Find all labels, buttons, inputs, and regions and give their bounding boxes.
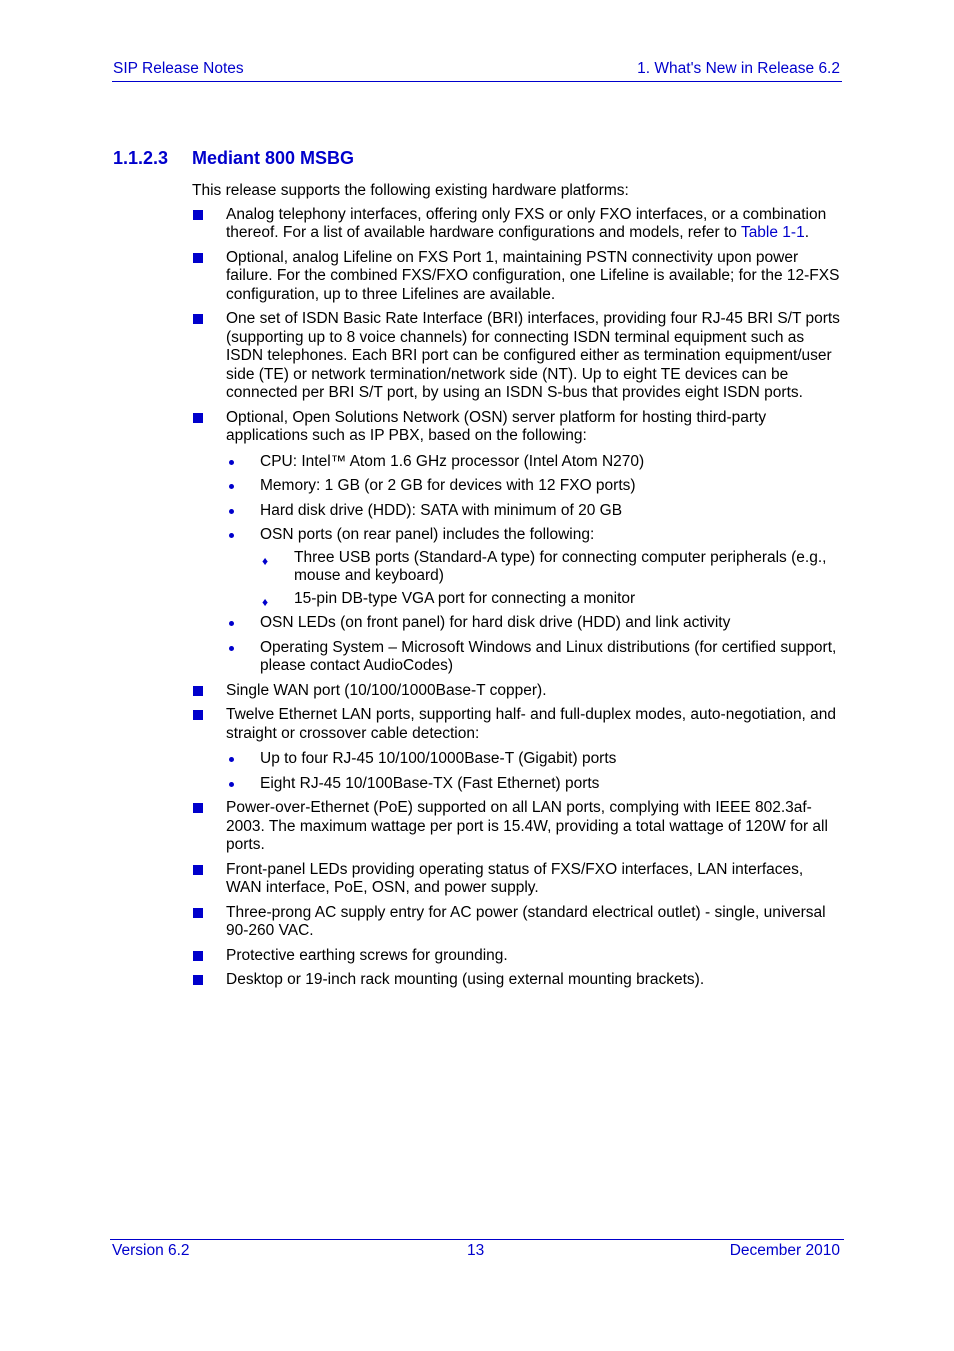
list-item: One set of ISDN Basic Rate Interface (BRI) interfaces, providing four RJ-45 BRI S/T ports (supporting up to 8 voice channels) for connecting ISDN terminal equipment such as ISDN telephones. Each BRI port can be configured either as termination equipment/user side (TE) or network termination/network side (NT). Up to eight TE devices can be connected per BRI S/T port, by using an ISDN S-bus that provides eight ISDN ports. bbox=[192, 310, 840, 403]
section-title: Mediant 800 MSBG bbox=[192, 148, 355, 168]
list-item: Power-over-Ethernet (PoE) supported on all LAN ports, complying with IEEE 802.3af-2003. The maximum wattage per port is 15.4W, providing a total wattage of 120W for all ports. bbox=[192, 799, 840, 855]
round-bullet-icon bbox=[229, 757, 234, 762]
list-item: Front-panel LEDs providing operating status of FXS/FXO interfaces, LAN interfaces, WAN interface, PoE, OSN, and power supply. bbox=[192, 861, 840, 898]
round-bullet-icon bbox=[229, 460, 234, 465]
section-heading bbox=[113, 148, 354, 169]
osn-sublist bbox=[226, 453, 840, 676]
round-bullet-icon bbox=[229, 782, 234, 787]
round-bullet-icon bbox=[229, 484, 234, 489]
list-item: Single WAN port (10/100/1000Base-T copper). bbox=[192, 682, 840, 701]
list-item: Three-prong AC supply entry for AC power (standard electrical outlet) - single, universal 90-260 VAC. bbox=[192, 904, 840, 941]
intro-paragraph: This release supports the following existing hardware platforms: bbox=[192, 182, 629, 199]
list-item: Protective earthing screws for grounding. bbox=[192, 947, 840, 966]
list-item: Twelve Ethernet LAN ports, supporting half- and full-duplex modes, auto-negotiation, and straight or crossover cable detection: Up to four RJ-45 10/100/1000Base-T (Gigabit) ports Eight RJ-45 10/100Base-TX (Fast Ethernet) ports bbox=[192, 706, 840, 793]
sublist-item: CPU: Intel™ Atom 1.6 GHz processor (Intel Atom N270) bbox=[226, 453, 840, 472]
footer-date: December 2010 bbox=[729, 1242, 840, 1259]
osn-ports-sublist bbox=[260, 549, 840, 609]
square-bullet-icon bbox=[193, 253, 203, 263]
page-footer bbox=[110, 1239, 844, 1262]
page-header bbox=[112, 60, 842, 82]
sublist-item: Up to four RJ-45 10/100/1000Base-T (Gigabit) ports bbox=[226, 750, 840, 769]
square-bullet-icon bbox=[193, 314, 203, 324]
header-chapter-title: 1. What's New in Release 6.2 bbox=[637, 60, 840, 77]
round-bullet-icon bbox=[229, 621, 234, 626]
lan-sublist bbox=[226, 750, 840, 793]
square-bullet-icon bbox=[193, 908, 203, 918]
sublist-item: Memory: 1 GB (or 2 GB for devices with 12 FXO ports) bbox=[226, 477, 840, 496]
hardware-list bbox=[192, 206, 840, 990]
square-bullet-icon bbox=[193, 951, 203, 961]
round-bullet-icon bbox=[229, 509, 234, 514]
section-body bbox=[192, 182, 840, 996]
list-item: Optional, Open Solutions Network (OSN) server platform for hosting third-party applications such as IP PBX, based on the following: CPU: Intel™ Atom 1.6 GHz processor (Intel Atom N270) Memory: 1 GB (or 2 GB for devices with 12 FXO ports) Hard disk drive (HDD): SATA with minimum of 20 GB OSN ports (on rear panel) includes the following: ♦ Three USB ports (Standard-A type) for connecting computer peripherals (e.g., mouse and keyboard) ♦ 15-pin DB-type VGA port for connecting a monitor OSN LEDs (on front panel) for hard disk drive (HDD) and link activity Operating System – Microsoft Windows and Linux distributions (for certified support, please contact AudioCodes) bbox=[192, 409, 840, 676]
sublist-item: OSN ports (on rear panel) includes the following: ♦ Three USB ports (Standard-A type) for connecting computer peripherals (e.g., mouse and keyboard) ♦ 15-pin DB-type VGA port for connecting a monitor bbox=[226, 526, 840, 608]
square-bullet-icon bbox=[193, 710, 203, 720]
sublist-item: ♦ Three USB ports (Standard-A type) for connecting computer peripherals (e.g., mouse and keyboard) bbox=[262, 548, 827, 584]
round-bullet-icon bbox=[229, 646, 234, 651]
diamond-bullet-icon: ♦ bbox=[262, 594, 269, 609]
header-doc-title: SIP Release Notes bbox=[113, 60, 244, 77]
list-item: Desktop or 19-inch rack mounting (using external mounting brackets). bbox=[192, 971, 840, 990]
list-item: Analog telephony interfaces, offering only FXS or only FXO interfaces, or a combination thereof. For a list of available hardware configurations and models, refer to Table 1-1. bbox=[192, 206, 840, 243]
table-1-1-link[interactable]: Table 1-1 bbox=[740, 224, 805, 241]
sublist-item: Eight RJ-45 10/100Base-TX (Fast Ethernet) ports bbox=[226, 775, 840, 794]
footer-version: Version 6.2 bbox=[112, 1242, 190, 1259]
sublist-item: OSN LEDs (on front panel) for hard disk drive (HDD) and link activity bbox=[226, 614, 840, 633]
square-bullet-icon bbox=[193, 803, 203, 813]
square-bullet-icon bbox=[193, 413, 203, 423]
round-bullet-icon bbox=[229, 533, 234, 538]
sublist-item: Operating System – Microsoft Windows and Linux distributions (for certified support, please contact AudioCodes) bbox=[226, 639, 840, 676]
sublist-item: ♦ 15-pin DB-type VGA port for connecting a monitor bbox=[260, 590, 840, 609]
page-number: 13 bbox=[467, 1242, 485, 1259]
square-bullet-icon bbox=[193, 975, 203, 985]
diamond-bullet-icon: ♦ bbox=[262, 553, 269, 568]
square-bullet-icon bbox=[193, 865, 203, 875]
square-bullet-icon bbox=[193, 686, 203, 696]
list-item: Optional, analog Lifeline on FXS Port 1, maintaining PSTN connectivity upon power failure. For the combined FXS/FXO configuration, one Lifeline is available; for the 12-FXS configuration, up to three Lifelines are available. bbox=[192, 249, 840, 305]
sublist-item: Hard disk drive (HDD): SATA with minimum of 20 GB bbox=[226, 502, 840, 521]
square-bullet-icon bbox=[193, 210, 203, 220]
section-number: 1.1.2.3 bbox=[113, 148, 169, 168]
